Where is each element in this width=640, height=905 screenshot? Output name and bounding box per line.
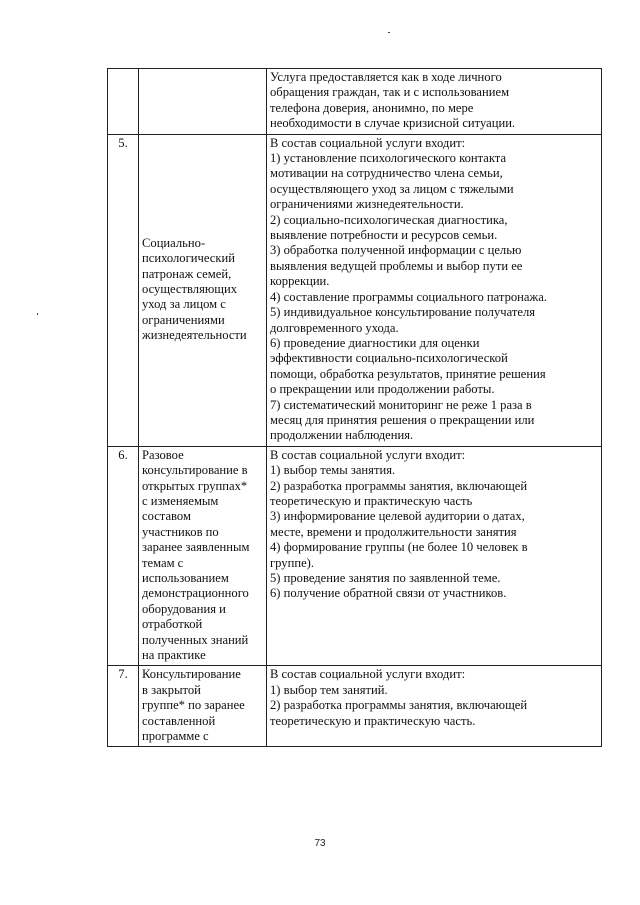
description-line: ограничениями жизнедеятельности.: [270, 197, 464, 212]
service-name: [139, 666, 267, 747]
description-line: долговременного ухода.: [270, 320, 399, 335]
name-line: полученных знаний: [142, 632, 249, 647]
name-line: группе* по заранее: [142, 698, 245, 713]
description-line: необходимости в случае кризисной ситуации.: [270, 116, 516, 131]
description-line: 1) выбор тем занятий.: [270, 682, 388, 697]
name-line: демонстрационного: [142, 586, 249, 601]
description-line: В состав социальной услуги входит:: [270, 447, 466, 462]
name-line: Разовое: [142, 447, 184, 462]
description-line: продолжении наблюдения.: [270, 428, 414, 443]
row-number: 7.: [108, 666, 139, 747]
table-row: [108, 446, 602, 666]
service-description: [267, 134, 602, 446]
description-line: обращения граждан, так и с использованием: [270, 85, 510, 100]
description-line: Услуга предоставляется как в ходе личного: [270, 70, 502, 84]
description-line: В состав социальной услуги входит:: [270, 667, 466, 682]
name-line: использованием: [142, 571, 229, 585]
description-line: теоретическую и практическую часть: [270, 493, 473, 508]
name-line: отработкой: [142, 617, 203, 632]
page-number: 73: [314, 838, 326, 849]
service-name: [139, 446, 267, 666]
service-description: [267, 666, 602, 747]
table-row: [108, 134, 602, 446]
description-line: 4) формирование группы (не более 10 человек в: [270, 540, 528, 555]
description-line: 2) разработка программы занятия, включающей: [270, 698, 528, 713]
name-line: оборудования и: [142, 601, 226, 616]
description-line: коррекции.: [270, 274, 330, 289]
description-line: о прекращении или продолжении работы.: [270, 382, 495, 397]
service-description: [267, 69, 602, 135]
description-line: В состав социальной услуги входит:: [270, 135, 466, 150]
name-line: заранее заявленным: [142, 540, 250, 555]
scan-speck: [388, 32, 390, 33]
name-line: психологический: [142, 251, 235, 266]
services-table: [107, 68, 602, 747]
description-line: выявление потребности и ресурсов семьи.: [270, 228, 498, 243]
description-line: 2) разработка программы занятия, включающей: [270, 478, 528, 493]
name-line: жизнедеятельности: [142, 328, 247, 343]
name-line: Социально-: [142, 235, 206, 250]
description-line: 6) получение обратной связи от участников.: [270, 586, 507, 601]
description-line: 1) выбор темы занятия.: [270, 463, 396, 478]
description-line: теоретическую и практическую часть.: [270, 713, 476, 728]
name-line: открытых группах*: [142, 478, 248, 493]
description-line: 6) проведение диагностики для оценки: [270, 335, 480, 350]
description-line: 5) проведение занятия по заявленной теме.: [270, 571, 501, 585]
description-line: 4) составление программы социального патронажа.: [270, 289, 547, 304]
description-line: группе).: [270, 555, 315, 570]
description-line: 2) социально-психологическая диагностика,: [270, 212, 508, 227]
name-line: участников по: [142, 524, 219, 539]
name-line: составленной: [142, 713, 216, 728]
description-line: мотивации на сотрудничество члена семьи,: [270, 166, 503, 181]
description-line: месте, времени и продолжительности занятия: [270, 524, 517, 539]
service-description: [267, 446, 602, 666]
description-line: осуществляющего уход за лицом с тяжелыми: [270, 181, 514, 196]
service-name: [139, 134, 267, 446]
name-line: Консультирование: [142, 667, 241, 682]
description-line: 5) индивидуальное консультирование получателя: [270, 305, 536, 320]
description-line: 7) систематический мониторинг не реже 1 раза в: [270, 397, 532, 412]
description-line: месяц для принятия решения о прекращении или: [270, 412, 535, 427]
row-number: [108, 69, 139, 135]
name-line: осуществляющих: [142, 281, 238, 296]
name-line: патронаж семей,: [142, 266, 232, 281]
name-line: темам с: [142, 555, 184, 570]
description-line: 3) информирование целевой аудитории о датах,: [270, 509, 525, 524]
name-line: уход за лицом с: [142, 297, 226, 312]
row-number: 5.: [108, 134, 139, 446]
name-line: с изменяемым: [142, 493, 219, 508]
table-row: [108, 69, 602, 135]
service-name: [139, 69, 267, 135]
name-line: на практике: [142, 648, 206, 663]
description-line: выявления ведущей проблемы и выбор пути ее: [270, 258, 523, 273]
name-line: ограничениями: [142, 312, 225, 327]
name-line: составом: [142, 509, 191, 524]
description-line: 1) установление психологического контакта: [270, 151, 507, 166]
name-line: программе с: [142, 729, 209, 744]
name-line: в закрытой: [142, 682, 201, 697]
description-line: телефона доверия, анонимно, по мере: [270, 100, 474, 115]
description-line: 3) обработка полученной информации с целью: [270, 243, 522, 258]
name-line: консультирование в: [142, 463, 248, 478]
description-line: помощи, обработка результатов, принятие решения: [270, 366, 546, 381]
row-number: 6.: [108, 446, 139, 666]
scan-speck: [37, 313, 38, 315]
table-row: [108, 666, 602, 747]
description-line: эффективности социально-психологической: [270, 351, 508, 366]
